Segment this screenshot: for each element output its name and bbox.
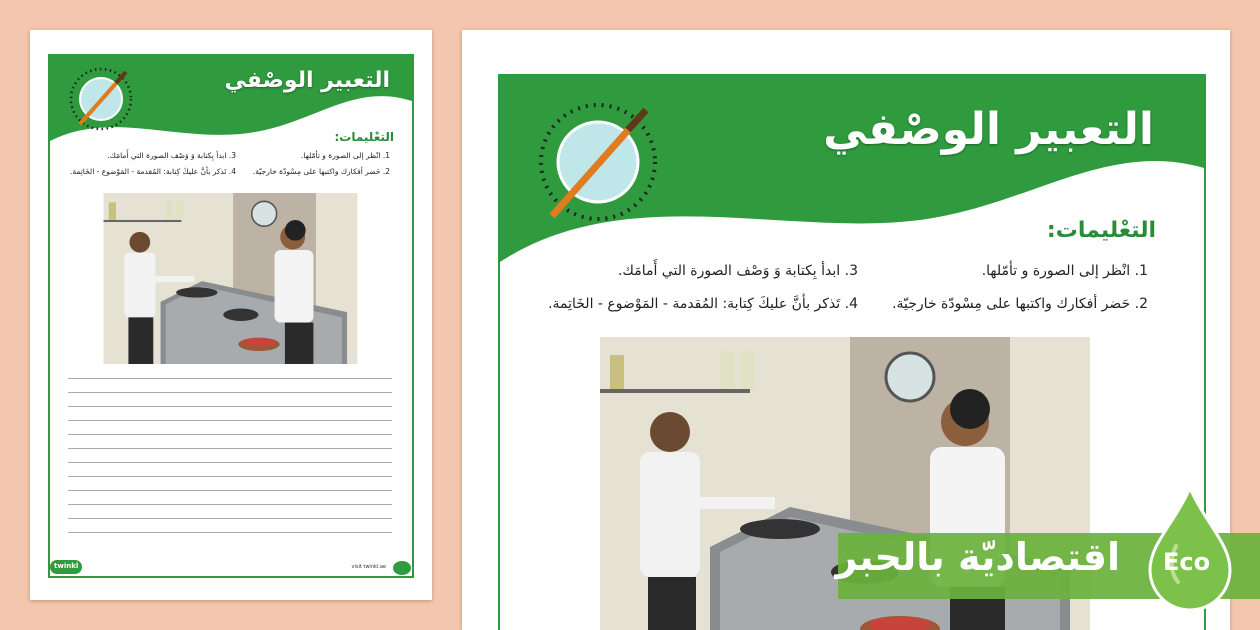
writing-lines <box>68 378 392 546</box>
footer-url: visit twinkl.ae <box>351 564 386 570</box>
worksheet-title: التعبير الوصْفي <box>823 104 1154 155</box>
instruction-2: 2. حَضر أفكارك واكتبها على مِسْودّة خارجيّة. <box>252 167 390 176</box>
pencil-plate-icon <box>536 100 660 224</box>
worksheet-preview-small <box>30 30 432 600</box>
instructions-heading: التعْليمات: <box>1046 218 1156 243</box>
pencil-plate-icon <box>68 66 134 132</box>
instruction-3: 3. ابدأ بِكتابة وَ وَصْف الصورة التي أَمامَك. <box>107 151 236 160</box>
instructions-heading: التعْليمات: <box>334 130 394 144</box>
instruction-3: 3. ابدأ بِكتابة وَ وَصْف الصورة التي أَمامَك. <box>617 263 858 279</box>
kitchen-chefs-illustration <box>102 193 359 364</box>
instruction-4: 4. تَذكر بأنَّ عليكَ كِتابة: المُقدمة - المَوْضوع - الخَاتِمة. <box>69 167 236 176</box>
instruction-1: 1. انْظر إلى الصورة و تأمّلها. <box>300 151 390 160</box>
twinkl-logo-text: twinkl <box>54 562 79 570</box>
worksheet-title: التعبير الوصْفي <box>224 68 390 93</box>
footer-badge-icon <box>392 560 412 576</box>
instruction-1: 1. انْظر إلى الصورة و تأمّلها. <box>981 263 1148 279</box>
instruction-4: 4. تَذكر بأنَّ عليكَ كِتابة: المُقدمة - المَوْضوع - الخَاتِمة. <box>548 296 858 312</box>
eco-ink-label: اقتصاديّة بالحبر <box>835 535 1120 579</box>
instruction-2: 2. حَضر أفكارك واكتبها على مِسْودّة خارجيّة. <box>892 296 1148 312</box>
eco-drop-text: Eco <box>1163 548 1211 576</box>
